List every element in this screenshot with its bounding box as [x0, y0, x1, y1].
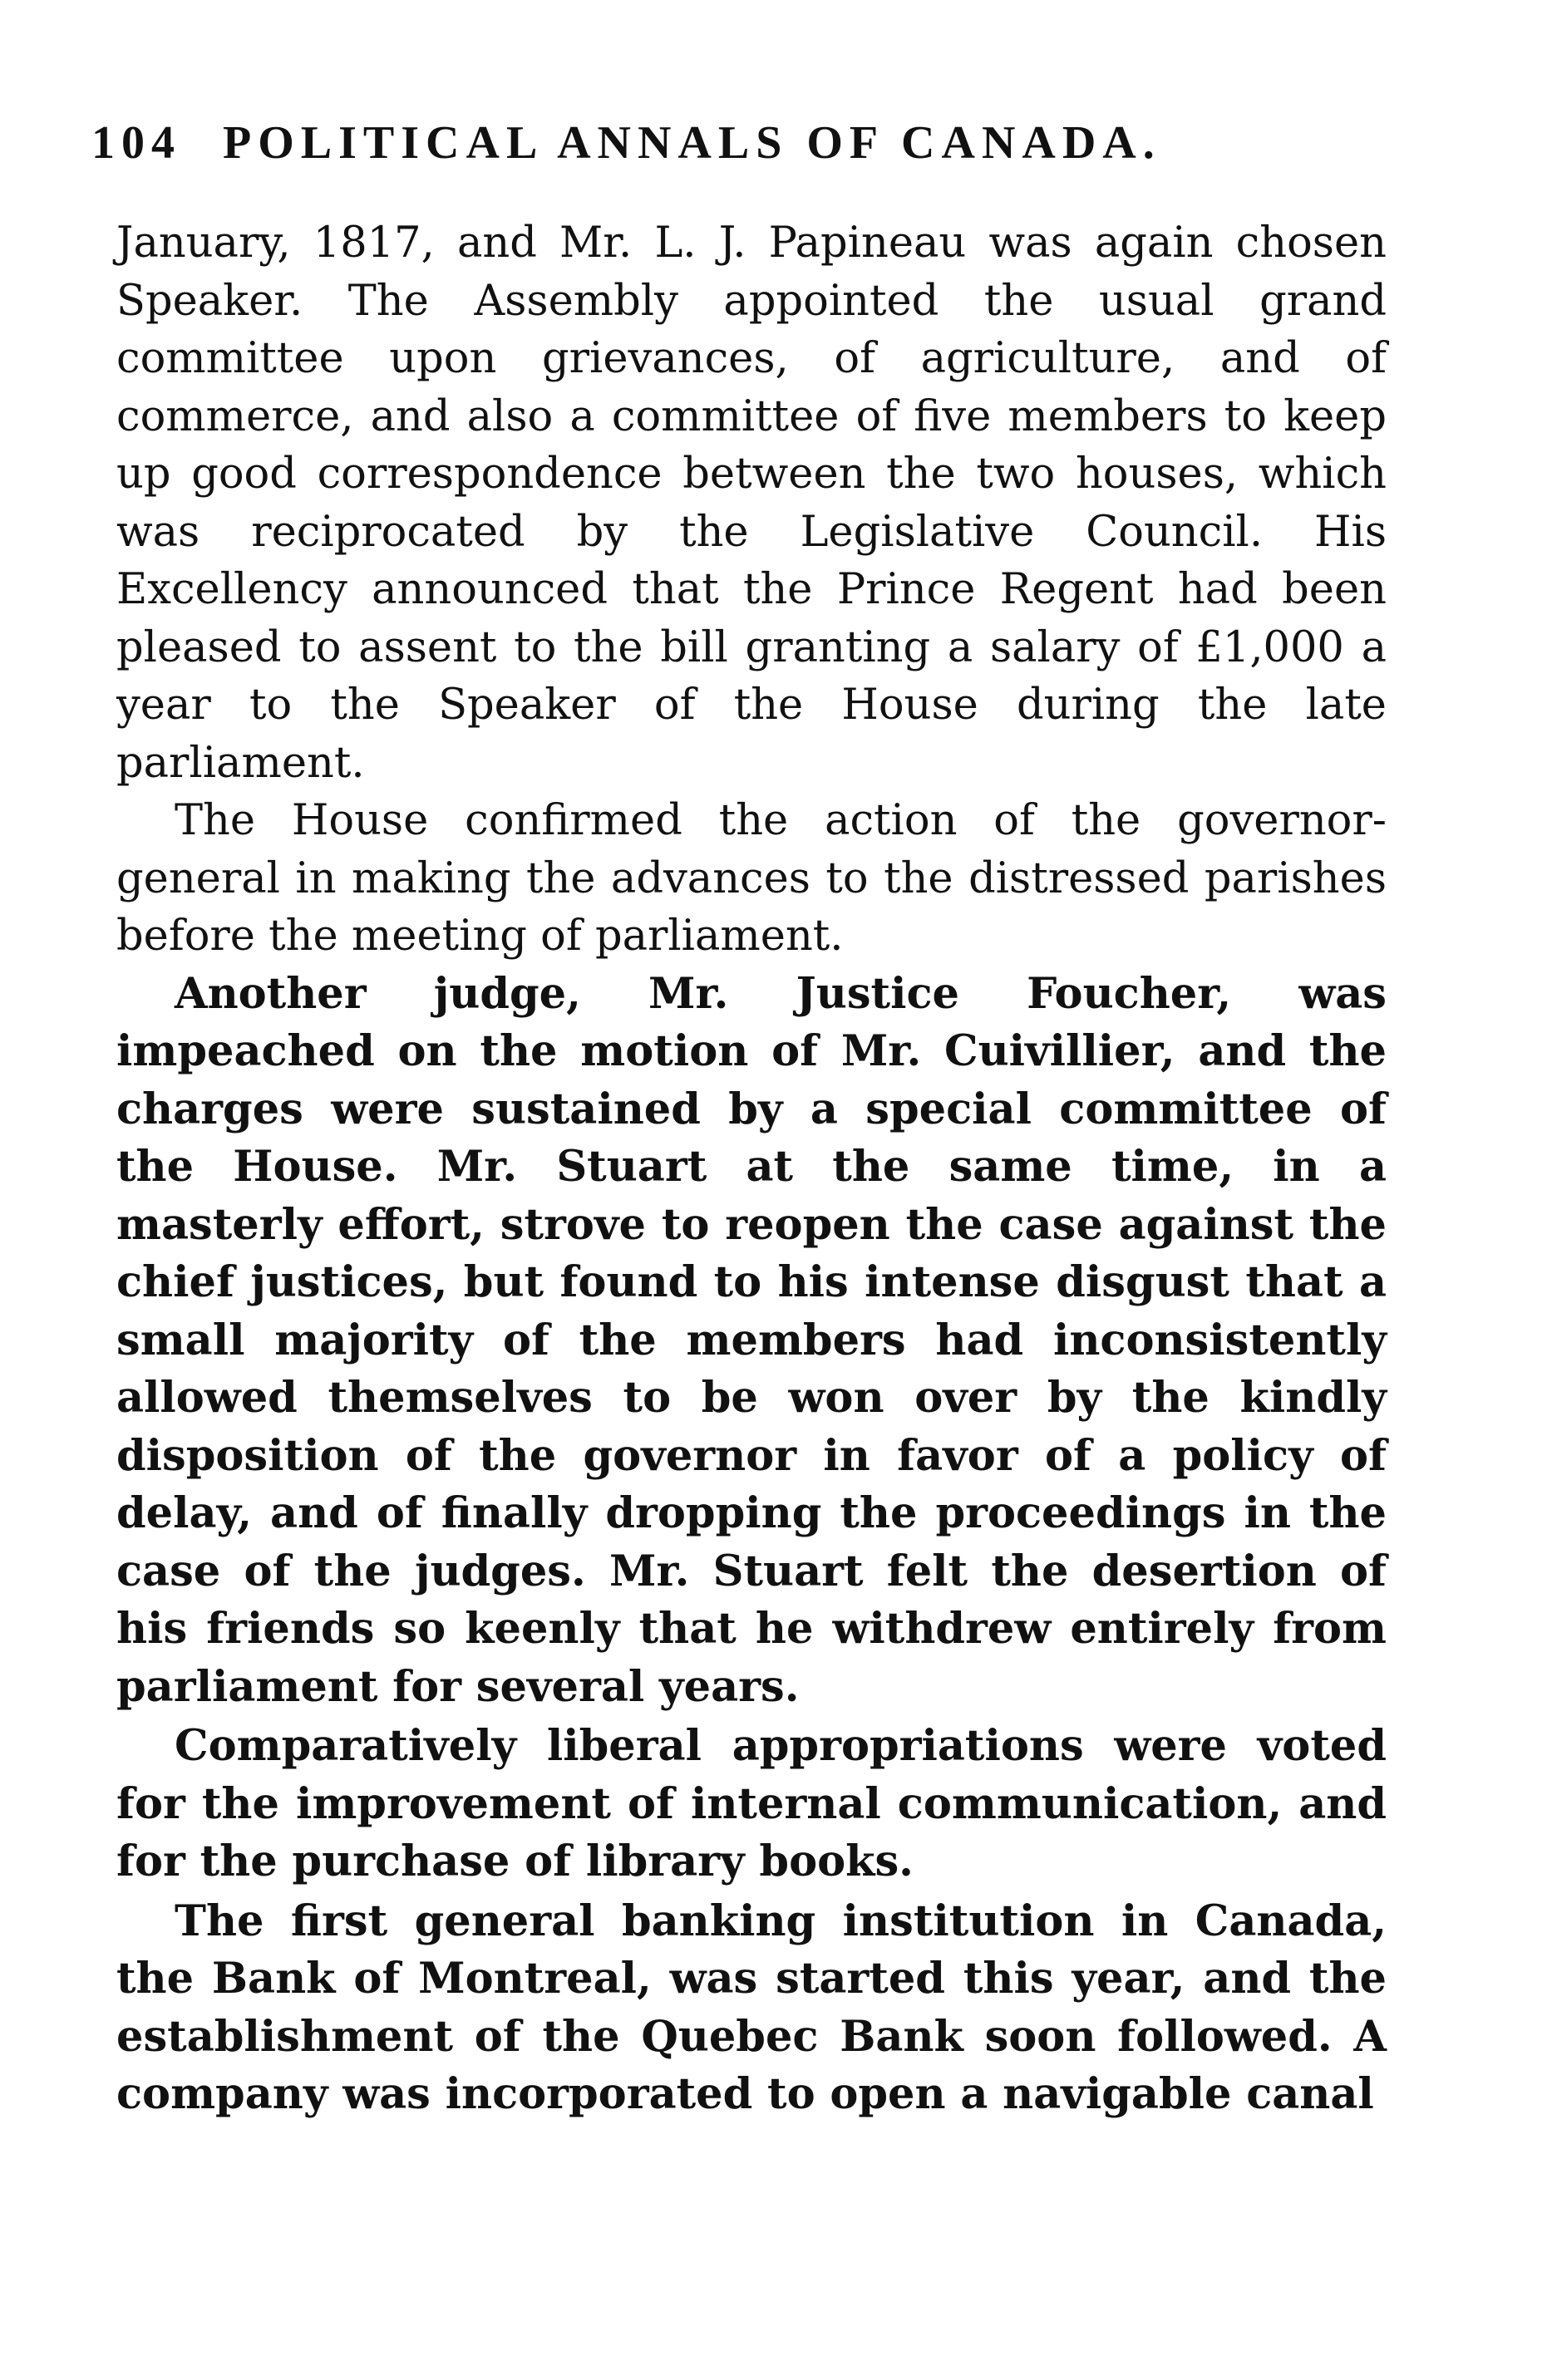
running-title: POLITICAL ANNALS OF CANADA. [223, 117, 1161, 169]
paragraph-appropriations: Comparatively liberal appropriations were voted for the improvement of internal communication, and for the purchase of library books. [116, 1721, 1387, 1886]
paragraph-house-confirmed: The House confirmed the action of the governor-general in making the advances to the distressed parishes before the meeting of parliament. [116, 796, 1387, 961]
paragraph-assembly-session: January, 1817, and Mr. L. J. Papineau was again chosen Speaker. The Assembly appointed the usual grand committee upon grievances, of agriculture, and of commerce, and also a committee of five members to keep up good correspondence between the two houses, which was reciprocated by the Legislative Council. His Excellency announced that the Prince Regent had been pleased to assent to the bill granting a salary of £1,000 a year to the Speaker of the House during the late parliament. [116, 219, 1387, 788]
page-body-text [116, 214, 1387, 2124]
paragraph-judge-impeachment: Another judge, Mr. Justice Foucher, was impeached on the motion of Mr. Cuivillier, and the charges were sustained by a special committee of the House. Mr. Stuart at the same time, in a masterly effort, strove to reopen the case against the chief justices, but found to his intense disgust that a small majority of the members had inconsistently allowed themselves to be won over by the kindly disposition of the governor in favor of a policy of delay, and of finally dropping the proceedings in the case of the judges. Mr. Stuart felt the desertion of his friends so keenly that he withdrew entirely from parliament for several years. [116, 968, 1387, 1712]
page-number: 104 [91, 117, 181, 169]
paragraph-banking: The first general banking institution in Canada, the Bank of Montreal, was started this year, and the establishment of the Quebec Bank soon followed. A company was incorporated to open a navigable canal [116, 1896, 1387, 2119]
running-head [91, 116, 1421, 183]
